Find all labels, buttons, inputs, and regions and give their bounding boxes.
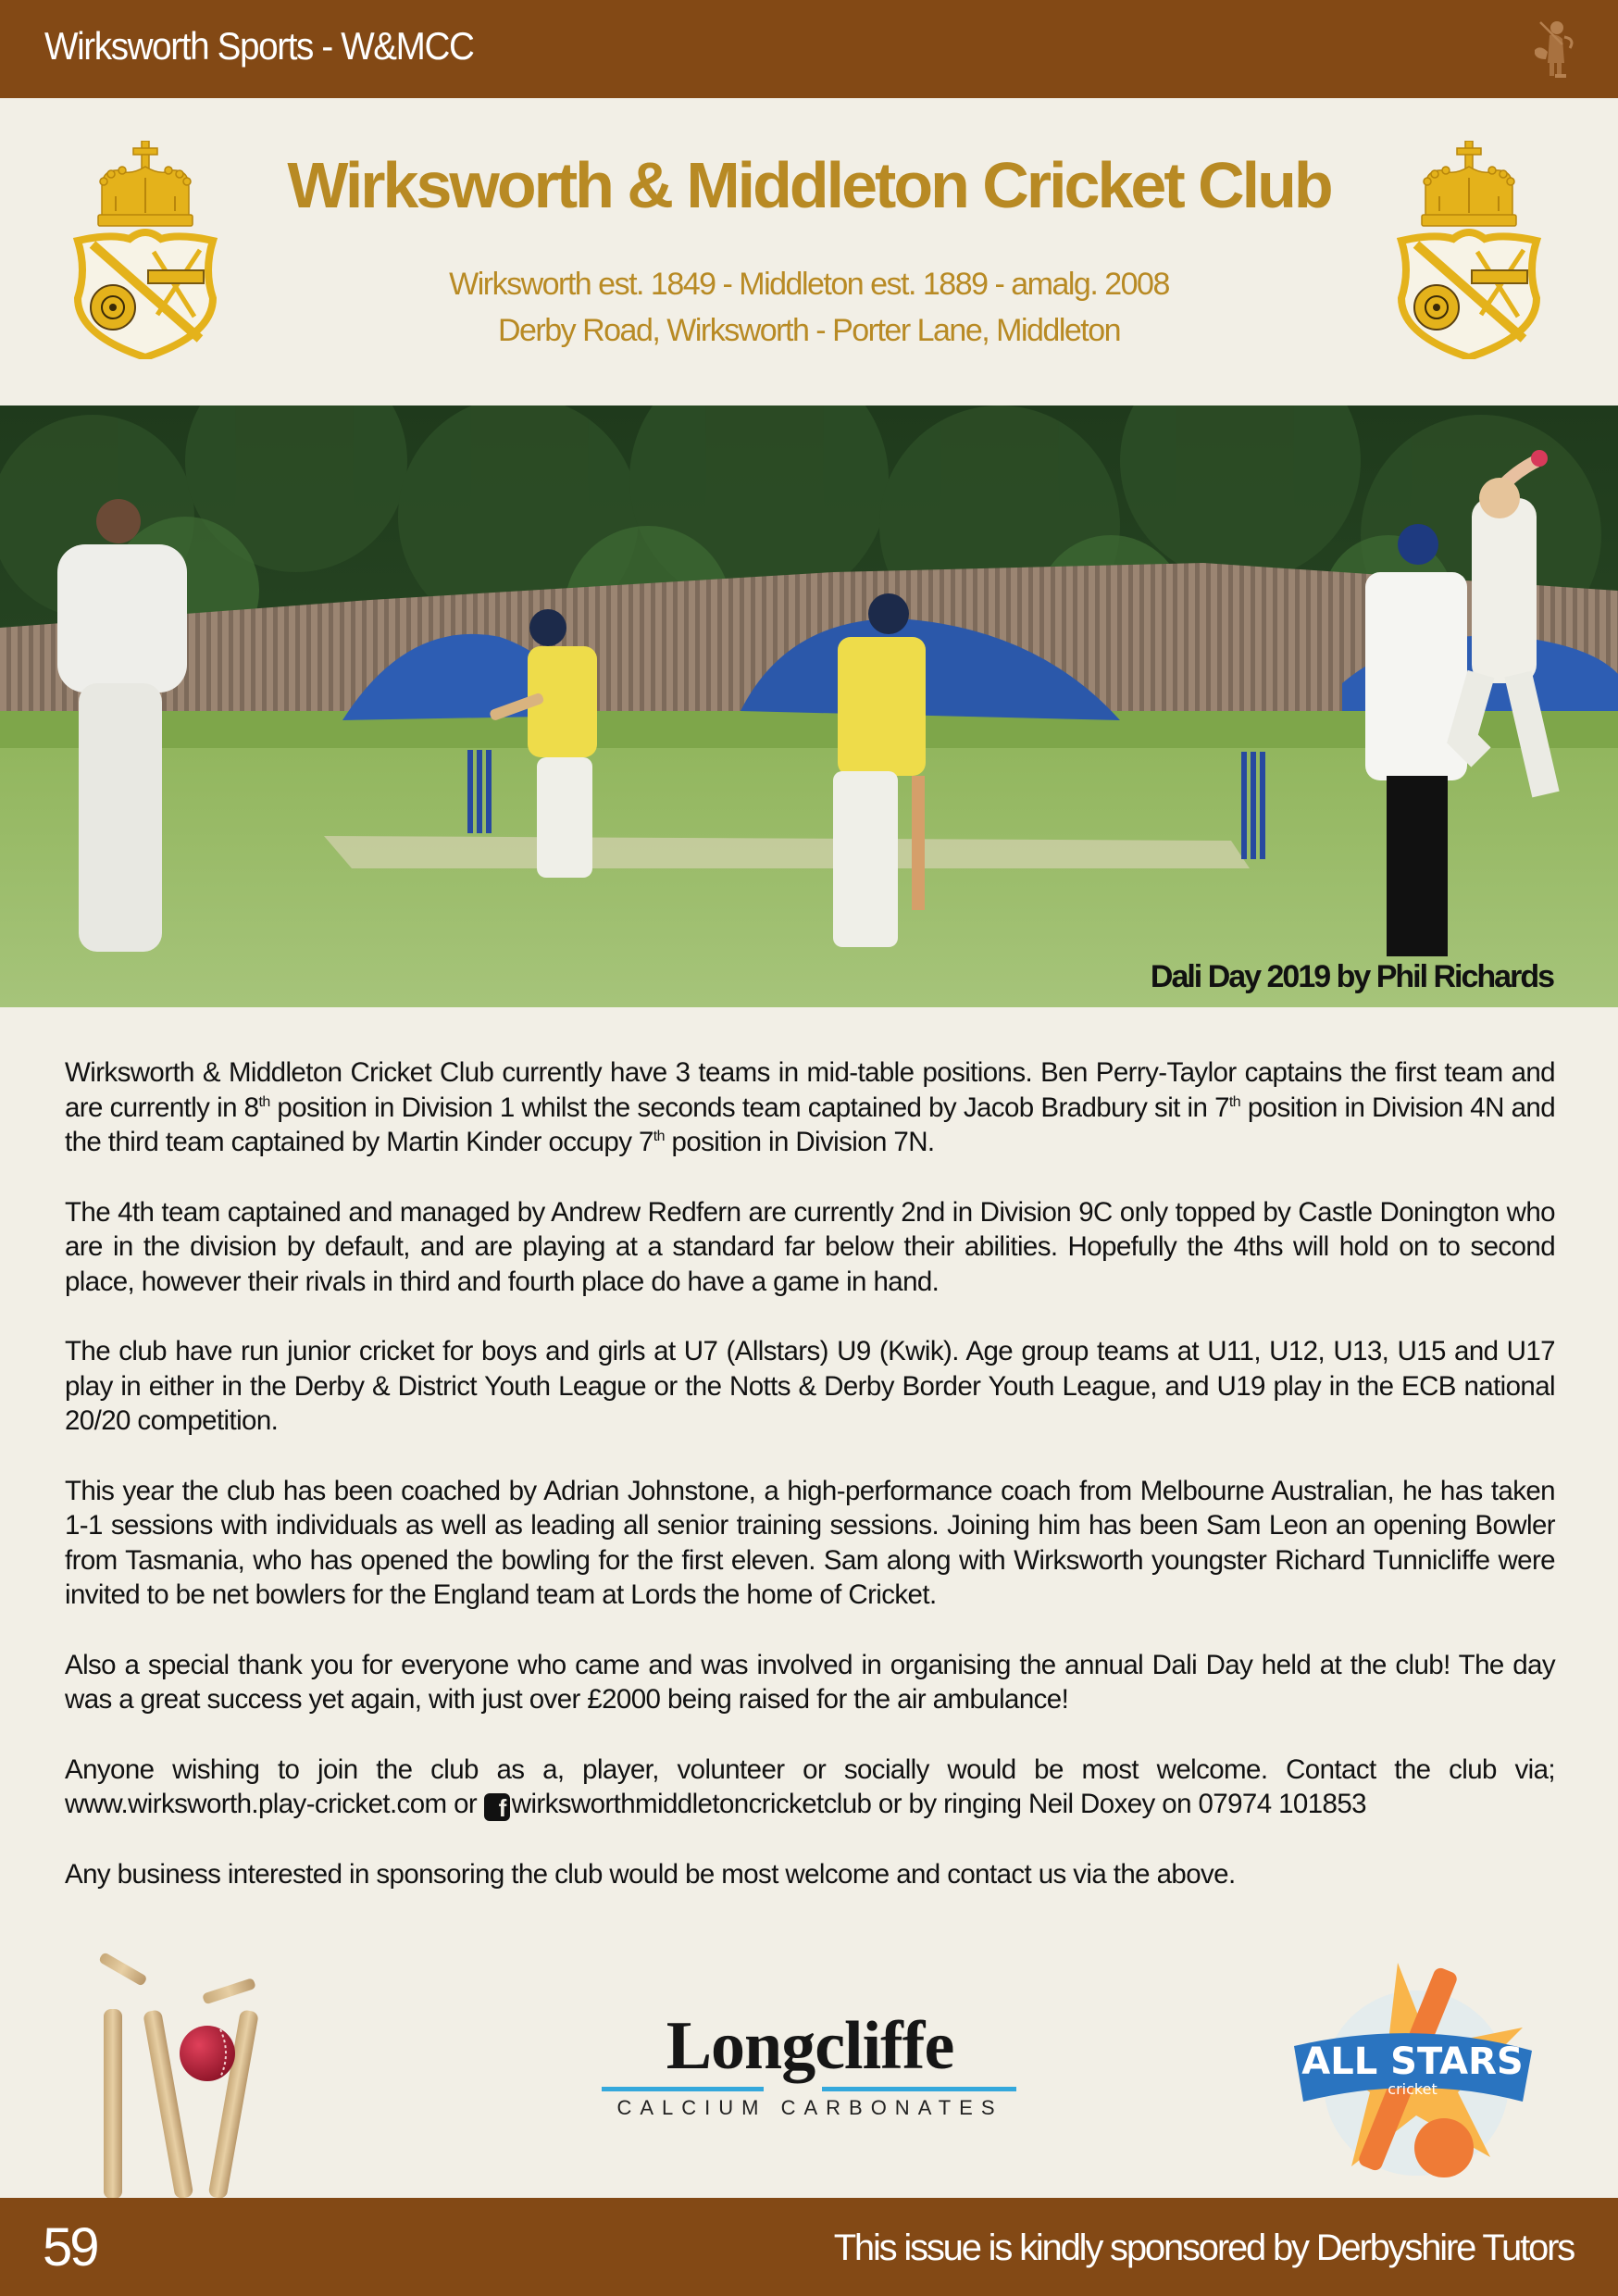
page-number: 59	[43, 2217, 97, 2277]
longcliffe-logo	[592, 2008, 1027, 2119]
allstars-title: ALL STARS	[1301, 2040, 1524, 2083]
article-paragraph: The club have run junior cricket for boys and girls at U7 (Allstars) U9 (Kwik). Age group teams at U11, U12, U13, U15 and U17 play in either in the Derby & District Youth League or the Notts & Derby Border Youth League, and U19 play in the ECB national 20/20 competition.	[65, 1336, 1555, 1436]
website-link[interactable]: www.wirksworth.play-cricket.com	[65, 1789, 447, 1819]
article-paragraph-contact: Anyone wishing to join the club as a, player, volunteer or socially would be most welcome. Contact the club via; www.wirksworth.play-cricket.com or f wirksworthmiddletoncricketclub or by ringing Neil Doxey on 07974 101853	[65, 1753, 1555, 1822]
longcliffe-rule	[822, 2087, 1016, 2091]
club-address-line: Derby Road, Wirksworth - Porter Lane, Middleton	[497, 313, 1121, 348]
facebook-icon: f	[484, 1793, 510, 1821]
masthead	[0, 98, 1618, 406]
article-paragraph: This year the club has been coached by Adrian Johnstone, a high-performance coach from Melbourne Australian, he has taken 1-1 sessions with individuals as well as leading all senior training sessions. Joining him has been Sam Leon an opening Bowler from Tasmania, who has opened the bowling for the first eleven. Sam along with Wirksworth youngster Richard Tunnicliffe were invited to be net bowlers for the England team at Lords the home of Cricket.	[65, 1475, 1555, 1610]
article-paragraph: The 4th team captained and managed by Andrew Redfern are currently 2nd in Division 9C only topped by Castle Donington who are in the division by default, and are playing at a standard far below their abilities. Hopefully the 4ths will hold on to second place, however their rivals in third and fourth place do have a game in hand.	[65, 1196, 1555, 1297]
article-body	[65, 1055, 1555, 1927]
footer-bar	[0, 2198, 1618, 2296]
longcliffe-rule	[602, 2087, 764, 2091]
club-title: Wirksworth & Middleton Cricket Club	[287, 149, 1331, 221]
article-paragraph: Also a special thank you for everyone who came and was involved in organising the annual Dali Day held at the club! The day was a great success yet again, with just over £2000 being raised for the air ambulance!	[65, 1649, 1555, 1715]
cricket-wickets-ball-icon	[93, 1935, 278, 2199]
article-paragraph: Wirksworth & Middleton Cricket Club currently have 3 teams in mid-table positions. Ben Perry-Taylor captains the first team and are currently in 8th position in Division 1 whilst the seconds team captained by Jacob Bradbury sit in 7th position in Division 4N and the third team captained by Martin Kinder occupy 7th position in Division 7N.	[65, 1057, 1556, 1157]
match-photo	[0, 406, 1618, 1007]
longcliffe-tagline: CALCIUM CARBONATES	[616, 2096, 1003, 2119]
mascot-figure-icon	[1527, 17, 1579, 81]
header-bar	[0, 0, 1618, 98]
allstars-cricket-logo	[1277, 1944, 1546, 2199]
facebook-page-link[interactable]: wirksworthmiddletoncricketclub	[511, 1789, 872, 1819]
club-founding-line: Wirksworth est. 1849 - Middleton est. 1889 - amalg. 2008	[449, 267, 1169, 302]
article-paragraph: Any business interested in sponsoring the club would be most welcome and contact us via the above.	[65, 1858, 1236, 1890]
longcliffe-wordmark: Longcliffe	[666, 2008, 954, 2084]
section-title: Wirksworth Sports - W&MCC	[44, 24, 474, 68]
allstars-subtitle: cricket	[1388, 2080, 1438, 2098]
sponsor-line: This issue is kindly sponsored by Derbyshire Tutors	[833, 2227, 1574, 2268]
photo-caption: Dali Day 2019 by Phil Richards	[1150, 959, 1553, 994]
